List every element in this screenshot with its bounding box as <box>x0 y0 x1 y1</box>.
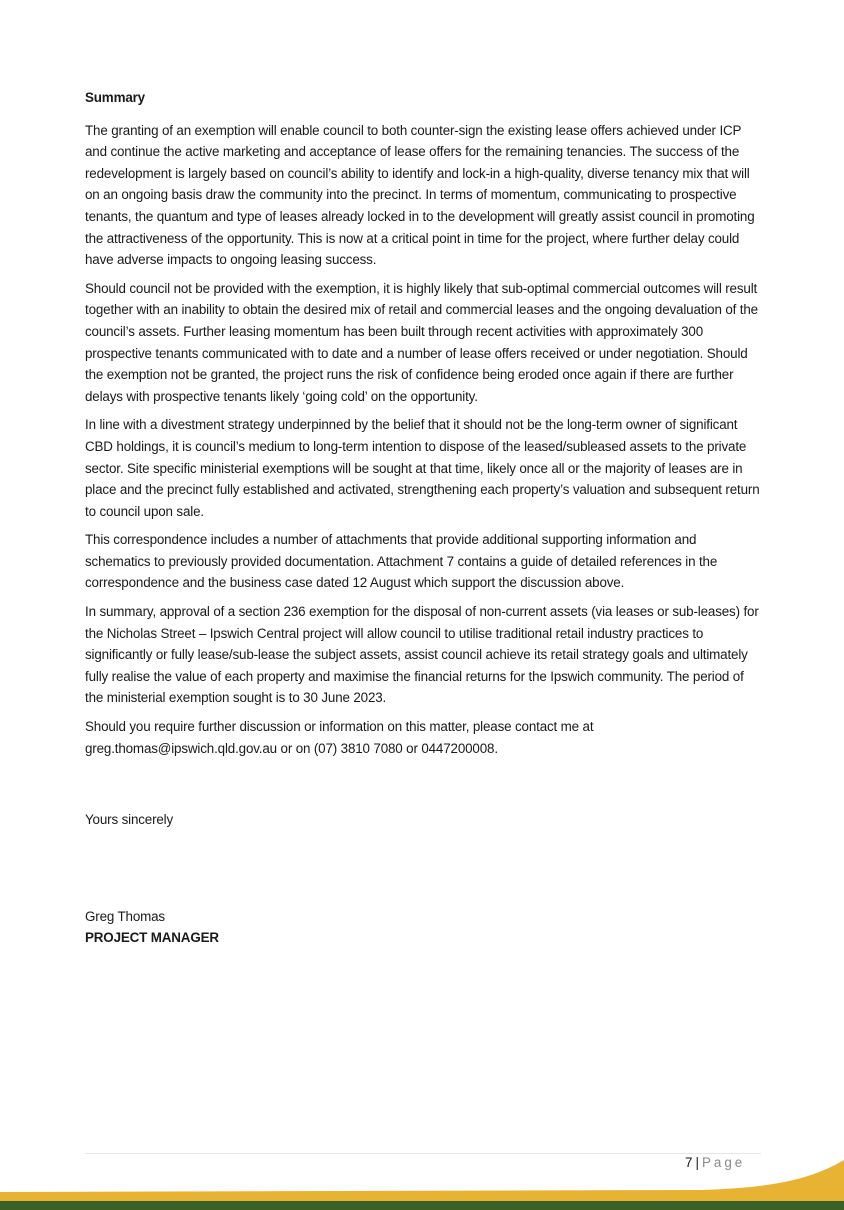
paragraph-in-summary: In summary, approval of a section 236 exemption for the disposal of non-current assets (via leases or sub-leases) for the Nicholas Street – Ipswich Central project will allow council to utilise traditional retail industry practices to significantly or fully lease/sub-lease the subject assets, assist council achieve its retail strategy goals and ultimately fully realise the value of each property and maximise the financial returns for the Ipswich community. The period of the ministerial exemption sought is to 30 June 2023. <box>85 604 759 706</box>
paragraph-contact: Should you require further discussion or information on this matter, please contact me at greg.thomas@ipswich.qld.gov.au or on (07) 3810 7080 or 0447200008. <box>85 719 594 756</box>
closing-salutation: Yours sincerely <box>85 812 174 828</box>
footer-swoosh-decoration <box>0 1140 844 1210</box>
signatory-name: Greg Thomas <box>85 908 165 924</box>
page-number-separator: | <box>695 1155 699 1170</box>
page-number-value: 7 <box>685 1155 693 1170</box>
page-label: Page <box>701 1155 746 1170</box>
letter-body <box>85 87 761 949</box>
paragraph-risks-without-exemption: Should council not be provided with the exemption, it is highly likely that sub-optimal commercial outcomes will result together with an inability to obtain the desired mix of retail and commercial leases and the ongoing devaluation of the council’s assets. Further leasing momentum has been built through recent activities with approximately 300 prospective tenants communicated with to date and a number of lease offers received or under negotiation. Should the exemption not be granted, the project runs the risk of confidence being eroded once again if there are further delays with prospective tenants likely ‘going cold’ on the opportunity. <box>85 280 758 404</box>
paragraph-exemption-benefits: The granting of an exemption will enable council to both counter-sign the existing lease offers achieved under ICP and continue the active marketing and acceptance of lease offers for the remaining tenancies. The success of the redevelopment is largely based on council’s ability to identify and lock-in a high-quality, diverse tenancy mix that will on an ongoing basis draw the community into the precinct. In terms of momentum, communicating to prospective tenants, the quantum and type of leases already locked in to the development will greatly assist council in promoting the attractiveness of the opportunity. This is now at a critical point in time for the project, where further delay could have adverse impacts to ongoing leasing success. <box>85 122 755 268</box>
paragraph-divestment-strategy: In line with a divestment strategy underpinned by the belief that it should not be the long-term owner of significant CBD holdings, it is council’s medium to long-term intention to dispose of the leased/subleased assets to the private sector. Site specific ministerial exemptions will be sought at that time, likely once all or the majority of leases are in place and the precinct fully established and activated, strengthening each property’s valuation and subsequent return to council upon sale. <box>85 417 760 519</box>
signatory-title: PROJECT MANAGER <box>85 930 219 946</box>
paragraph-attachments: This correspondence includes a number of attachments that provide additional supporting information and schematics to previously provided documentation. Attachment 7 contains a guide of detailed references in the correspondence and the business case dated 12 August which support the discussion above. <box>85 532 718 591</box>
section-heading: Summary <box>85 90 145 105</box>
